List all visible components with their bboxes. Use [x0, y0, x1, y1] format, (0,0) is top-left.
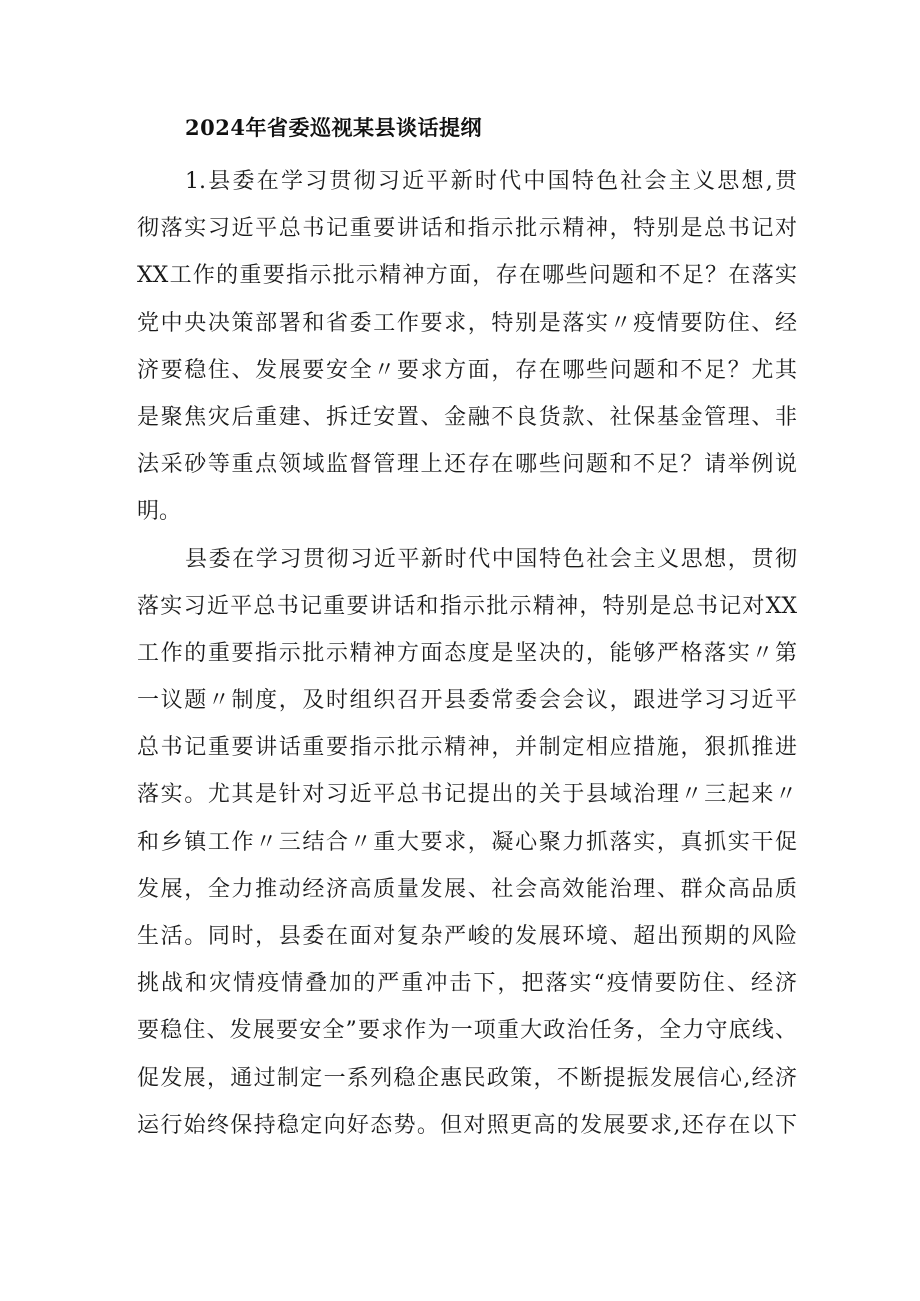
paragraph-2-line: 工作的重要指示批示精神方面态度是坚决的，能够严格落实〃第	[137, 640, 797, 666]
paragraph-2-line: 和乡镇工作〃三结合〃重大要求，凝心聚力抓落实，真抓实干促	[137, 829, 797, 855]
paragraph-2-line: 要稳住、发展要安全”要求作为一项重大政治任务，全力守底线、	[137, 1018, 797, 1044]
paragraph-2-line: 发展，全力推动经济高质量发展、社会高效能治理、群众高品质	[137, 876, 797, 902]
paragraph-1-line: 党中央决策部署和省委工作要求，特别是落实〃疫情要防住、经	[137, 310, 797, 336]
paragraph-2-line: 促发展，通过制定一系列稳企惠民政策，不断提振发展信心,经济	[137, 1065, 797, 1091]
paragraph-2-line: 生活。同时，县委在面对复杂严峻的发展环境、超出预期的风险	[137, 924, 797, 949]
paragraph-1-line: 是聚焦灾后重建、拆迁安置、金融不良货款、社保基金管理、非	[137, 404, 797, 430]
paragraph-2-line: 挑战和灾情疫情叠加的严重冲击下，把落实“疫情要防住、经济	[137, 971, 797, 997]
document-body	[137, 158, 797, 1149]
paragraph-2-line: 落实。尤其是针对习近平总书记提出的关于县域治理〃三起来〃	[137, 782, 797, 808]
paragraph-2-line: 总书记重要讲话重要指示批示精神，并制定相应措施，狠抓推进	[137, 735, 797, 761]
paragraph-1-line: 1.县委在学习贯彻习近平新时代中国特色社会主义思想,贯	[185, 169, 797, 194]
paragraph-1-line: XX工作的重要指示批示精神方面，存在哪些问题和不足？在落实	[137, 263, 797, 289]
document-title: 2024年省委巡视某县谈话提纲	[185, 115, 482, 140]
paragraph-2-line: 县委在学习贯彻习近平新时代中国特色社会主义思想，贯彻	[185, 546, 797, 572]
paragraph-1-line: 明。	[137, 499, 182, 525]
paragraph-1-line: 法采砂等重点领域监督管理上还存在哪些问题和不足？请举例说	[137, 452, 797, 478]
paragraph-1-line: 彻落实习近平总书记重要讲话和指示批示精神，特别是总书记对	[137, 216, 797, 242]
paragraph-2-line: 运行始终保持稳定向好态势。但对照更高的发展要求,还存在以下	[137, 1112, 797, 1138]
paragraph-1-line: 济要稳住、发展要安全〃要求方面，存在哪些问题和不足？尤其	[137, 357, 797, 383]
paragraph-2-line: 落实习近平总书记重要讲话和指示批示精神，特别是总书记对XX	[137, 593, 797, 619]
paragraph-2-line: 一议题〃制度，及时组织召开县委常委会会议，跟进学习习近平	[137, 688, 797, 714]
